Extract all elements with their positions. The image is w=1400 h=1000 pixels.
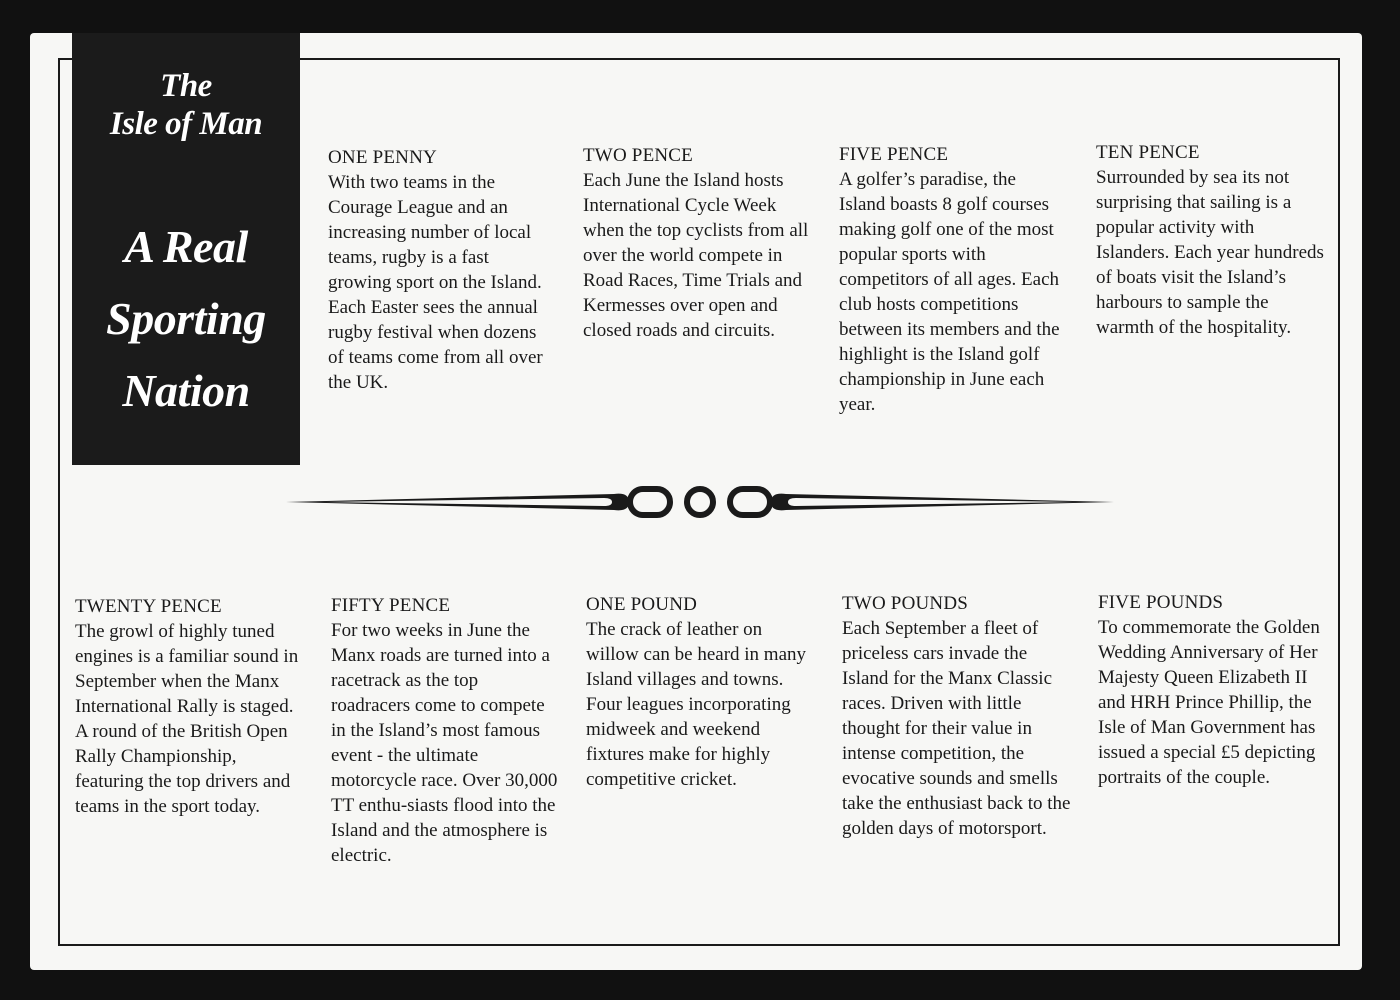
title-line-sporting: Sporting [106,293,266,344]
coin-heading: TWO PENCE [583,145,693,166]
coin-one-pound [586,592,814,792]
coin-two-pounds [842,591,1072,841]
coin-heading: TEN PENCE [1096,142,1200,163]
ornamental-divider-icon [284,480,1116,524]
coin-text: For two weeks in June the Manx roads are turned into a racetrack as the top roadracers come to compete in the Island’s most famous event - the ultimate motorcycle race. Over 30,000 TT enthu-siasts flood into the Island and the atmosphere is electric. [331,620,558,866]
coin-heading: FIVE POUNDS [1098,592,1224,613]
coin-text: Each September a fleet of priceless cars invade the Island for the Manx Classic races. Driven with little thought for their value in intense competition, the evocative sounds and smells take the enthusiast back to the golden days of motorsport. [842,618,1071,839]
title-line-nation: Nation [122,365,250,416]
coin-heading: FIVE PENCE [839,144,949,165]
coin-text: The growl of highly tuned engines is a familiar sound in September when the Manx International Rally is staged. A round of the British Open Rally Championship, featuring the top drivers and teams in the sport today. [75,621,299,817]
coin-five-pence [839,142,1067,417]
coin-heading: FIFTY PENCE [331,595,451,616]
title-line-a-real: A Real [124,221,248,272]
title-line-isle-of-man: Isle of Man [109,106,263,142]
coin-text: Surrounded by sea its not surprising that sailing is a popular activity with Islanders. Each year hundreds of boats visit the Island’s harbours to sample the warmth of the hospitality. [1096,167,1324,338]
coin-ten-pence [1096,140,1326,340]
title-panel [72,33,300,465]
coin-heading: TWO POUNDS [842,593,969,614]
title-line-the: The [160,68,212,104]
coin-text: To commemorate the Golden Wedding Anniversary of Her Majesty Queen Elizabeth II and HRH Prince Phillip, the Isle of Man Government has issued a special £5 depicting portraits of the couple. [1098,617,1320,788]
coin-twenty-pence [75,594,303,819]
coin-heading: ONE PENNY [328,147,437,168]
coin-heading: TWENTY PENCE [75,596,222,617]
coin-one-penny [328,145,556,395]
coin-text: The crack of leather on willow can be heard in many Island villages and towns. Four leagues incorporating midweek and weekend fixtures make for highly competitive cricket. [586,619,807,790]
coin-heading: ONE POUND [586,594,698,615]
coin-two-pence [583,143,811,343]
coin-text: Each June the Island hosts International Cycle Week when the top cyclists from all over the world compete in Road Races, Time Trials and Kermesses over open and closed roads and circuits. [583,170,809,341]
coin-five-pounds [1098,590,1328,790]
coin-text: A golfer’s paradise, the Island boasts 8 golf courses making golf one of the most popular sports with competitors of all ages. Each club hosts competitions between its members and the highlight is the Island golf championship in June each year. [839,169,1060,415]
coin-text: With two teams in the Courage League and an increasing number of local teams, rugby is a fast growing sport on the Island. Each Easter sees the annual rugby festival when dozens of teams come from all over the UK. [328,172,543,393]
coin-fifty-pence [331,593,559,868]
